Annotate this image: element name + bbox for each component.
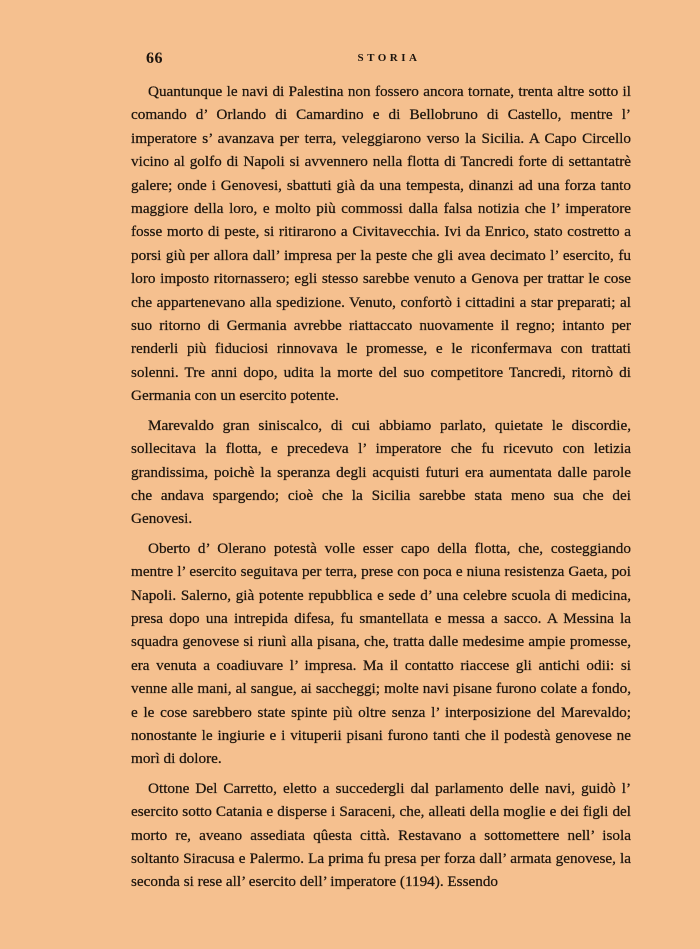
paragraph: Marevaldo gran siniscalco, di cui abbiamo parlato, quietate le discordie, sollecitava la flotta, e precedeva l’ imperatore che fu ricevuto con letizia grandissima, poichè la speranza degli acquisti futuri era aumentata dalle parole che andava spargendo; cioè che la Sicilia sarebbe stata meno sua che dei Genovesi. xyxy=(131,416,631,528)
running-head: STORIA xyxy=(357,52,421,64)
body-text xyxy=(131,80,631,894)
paragraph: Ottone Del Carretto, eletto a succedergli dal parlamento delle navi, guidò l’ esercito sotto Catania e disperse i Saraceni, che, alleati della moglie e dei figli del morto re, aveano assediata qûesta città. Restavano a sottomettere nell’ isola soltanto Siracusa e Palermo. La prima fu presa per forza dall’ armata genovese, la seconda si rese all’ esercito dell’ imperatore (1194). Essendo xyxy=(131,779,631,891)
paragraph: Quantunque le navi di Palestina non fossero ancora tornate, trenta altre sotto il comando d’ Orlando di Camardino e di Bellobruno di Castello, mentre l’ imperatore s’ avanzava per terra, veleggiarono verso la Sicilia. A Capo Circello vicino al golfo di Napoli si avvennero nella flotta di Tancredi forte di settantatrè galere; onde i Genovesi, sbattuti già da una tempesta, dinanzi ad una forza tanto maggiore della loro, e molto più commossi dalla falsa notizia che l’ imperatore fosse morto di peste, si ritirarono a Civitavecchia. Ivi da Enrico, stato costretto a porsi giù per allora dall’ impresa per la peste che gli avea decimato l’ esercito, fu loro imposto ritornassero; egli stesso sarebbe venuto a Genova per trattar le cose che appartenevano alla spedizione. Venuto, confortò i cittadini a star preparati; al suo ritorno di Germania avrebbe riattaccato nuovamente il regno; intanto per renderli più fiduciosi rinnovava le promesse, e le riconfermava con trattati solenni. Tre anni dopo, udita la morte del suo competitore Tancredi, ritornò di Germania con un esercito potente. xyxy=(131,83,631,405)
paragraph: Oberto d’ Olerano potestà volle esser capo della flotta, che, costeggiando mentre l’ esercito seguitava per terra, prese con poca e niuna resistenza Gaeta, poi Napoli. Salerno, già potente repubblica e sede d’ una celebre scuola di medicina, presa dopo una intrepida difesa, fu smantellata e messa a sacco. A Messina la squadra genovese si riunì alla pisana, che, tratta dalle medesime ampie promesse, era venuta a coadiuvare l’ impresa. Ma il contatto riaccese gli antichi odii: si venne alle mani, al sangue, ai saccheggi; molte navi pisane furono colate a fondo, e le cose sarebbero state spinte più oltre senza l’ interposizione del Marevaldo; nonostante le ingiurie e i vituperii pisani furono tanti che il podestà genovese ne morì di dolore. xyxy=(131,539,631,768)
page-header xyxy=(146,50,632,74)
page-number: 66 xyxy=(146,50,163,67)
